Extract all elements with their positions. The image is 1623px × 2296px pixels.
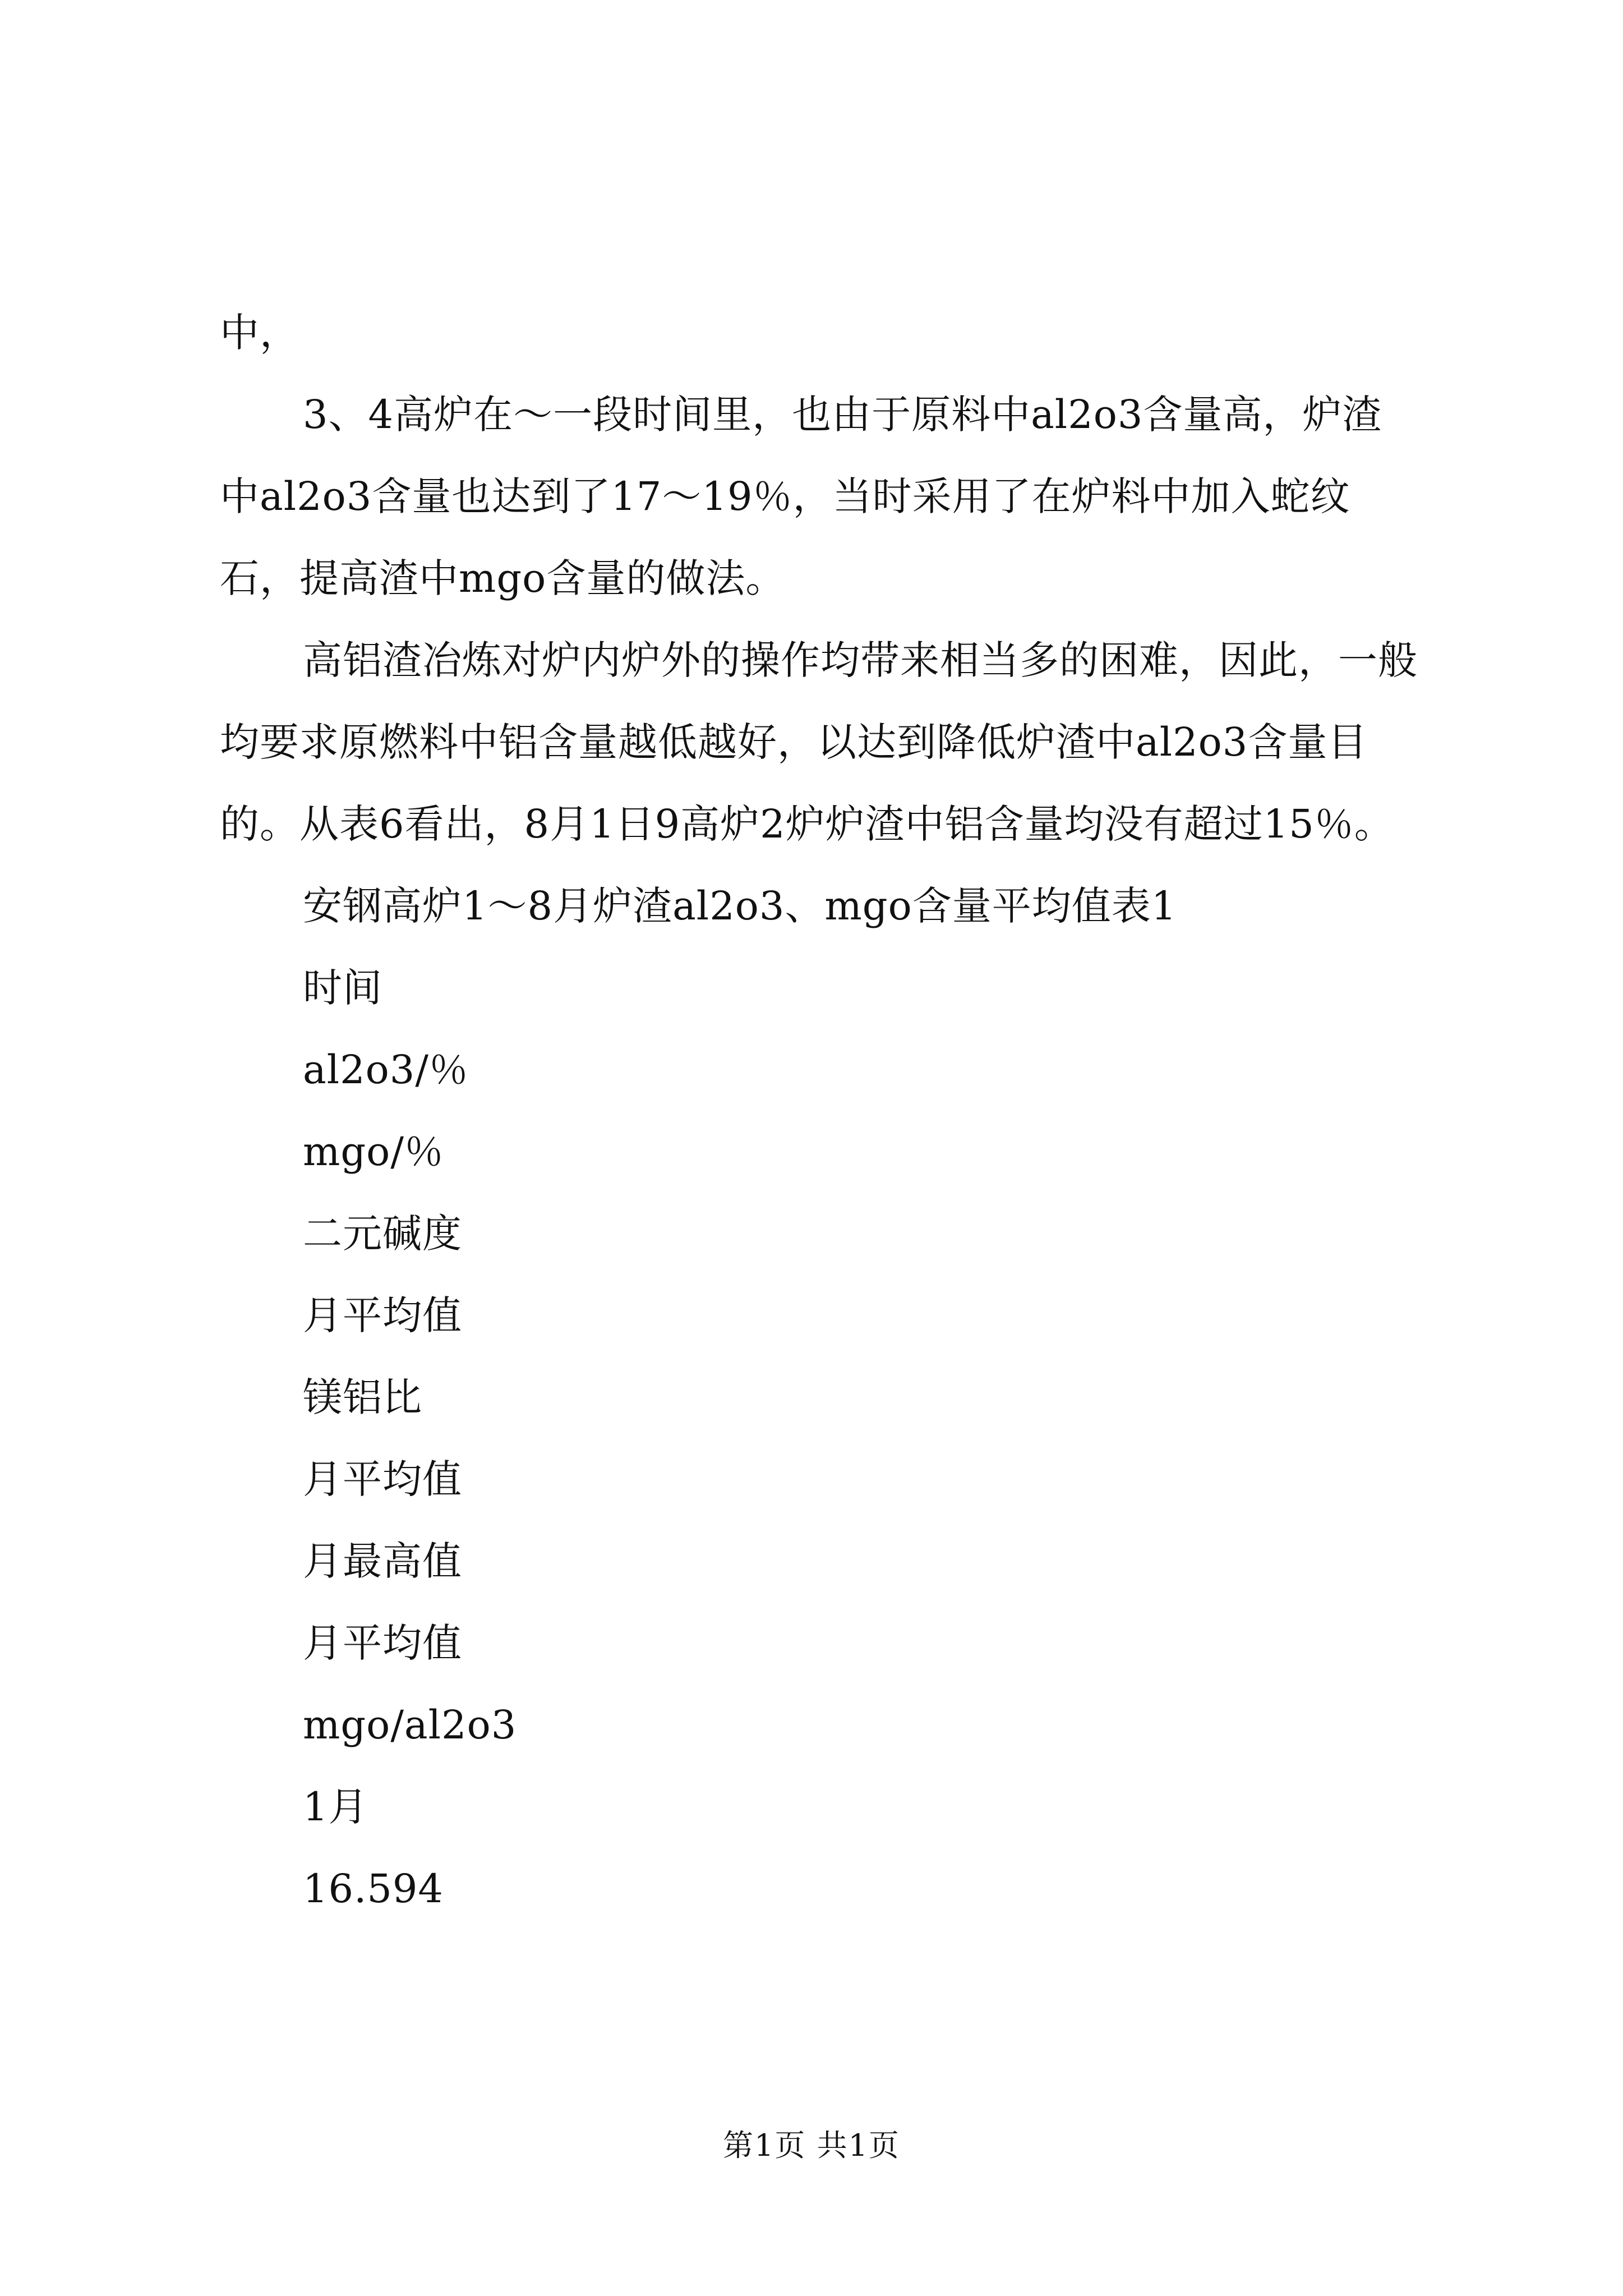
table-line: mgo/％ [303, 1129, 444, 1175]
table-line: 时间 [303, 965, 382, 1011]
table-line: 月最高值 [303, 1538, 462, 1584]
table-line: 1月 [303, 1784, 368, 1830]
page-footer: 第1页 共1页 [723, 2128, 900, 2163]
table-line: 16.594 [303, 1866, 444, 1912]
paragraph-fragment: 中， [220, 310, 299, 356]
table-line: 月平均值 [303, 1620, 462, 1666]
paragraph-raw-material: 3、4高炉在～一段时间里，也由于原料中al2o3含量高，炉渣中al2o3含量也达到了17～19％，当时采用了在炉料中加入蛇纹石，提高渣中mgo含量的做法。 [220, 392, 1382, 601]
table-line: 二元碱度 [303, 1211, 462, 1257]
table-line: 镁铝比 [303, 1374, 422, 1420]
table-line: mgo/al2o3 [303, 1702, 517, 1748]
table-line: 月平均值 [303, 1456, 462, 1502]
table-line: al2o3/％ [303, 1047, 469, 1093]
paragraph-high-alumina-slag: 高铝渣冶炼对炉内炉外的操作均带来相当多的困难，因此，一般均要求原燃料中铝含量越低越好，以达到降低炉渣中al2o3含量目的。从表6看出，8月1日9高炉2炉炉渣中铝含量均没有超过15％。 [220, 637, 1418, 847]
document-body [220, 292, 1420, 1930]
table-line: 月平均值 [303, 1292, 462, 1338]
table-caption: 安钢高炉1～8月炉渣al2o3、mgo含量平均值表1 [303, 883, 1177, 929]
